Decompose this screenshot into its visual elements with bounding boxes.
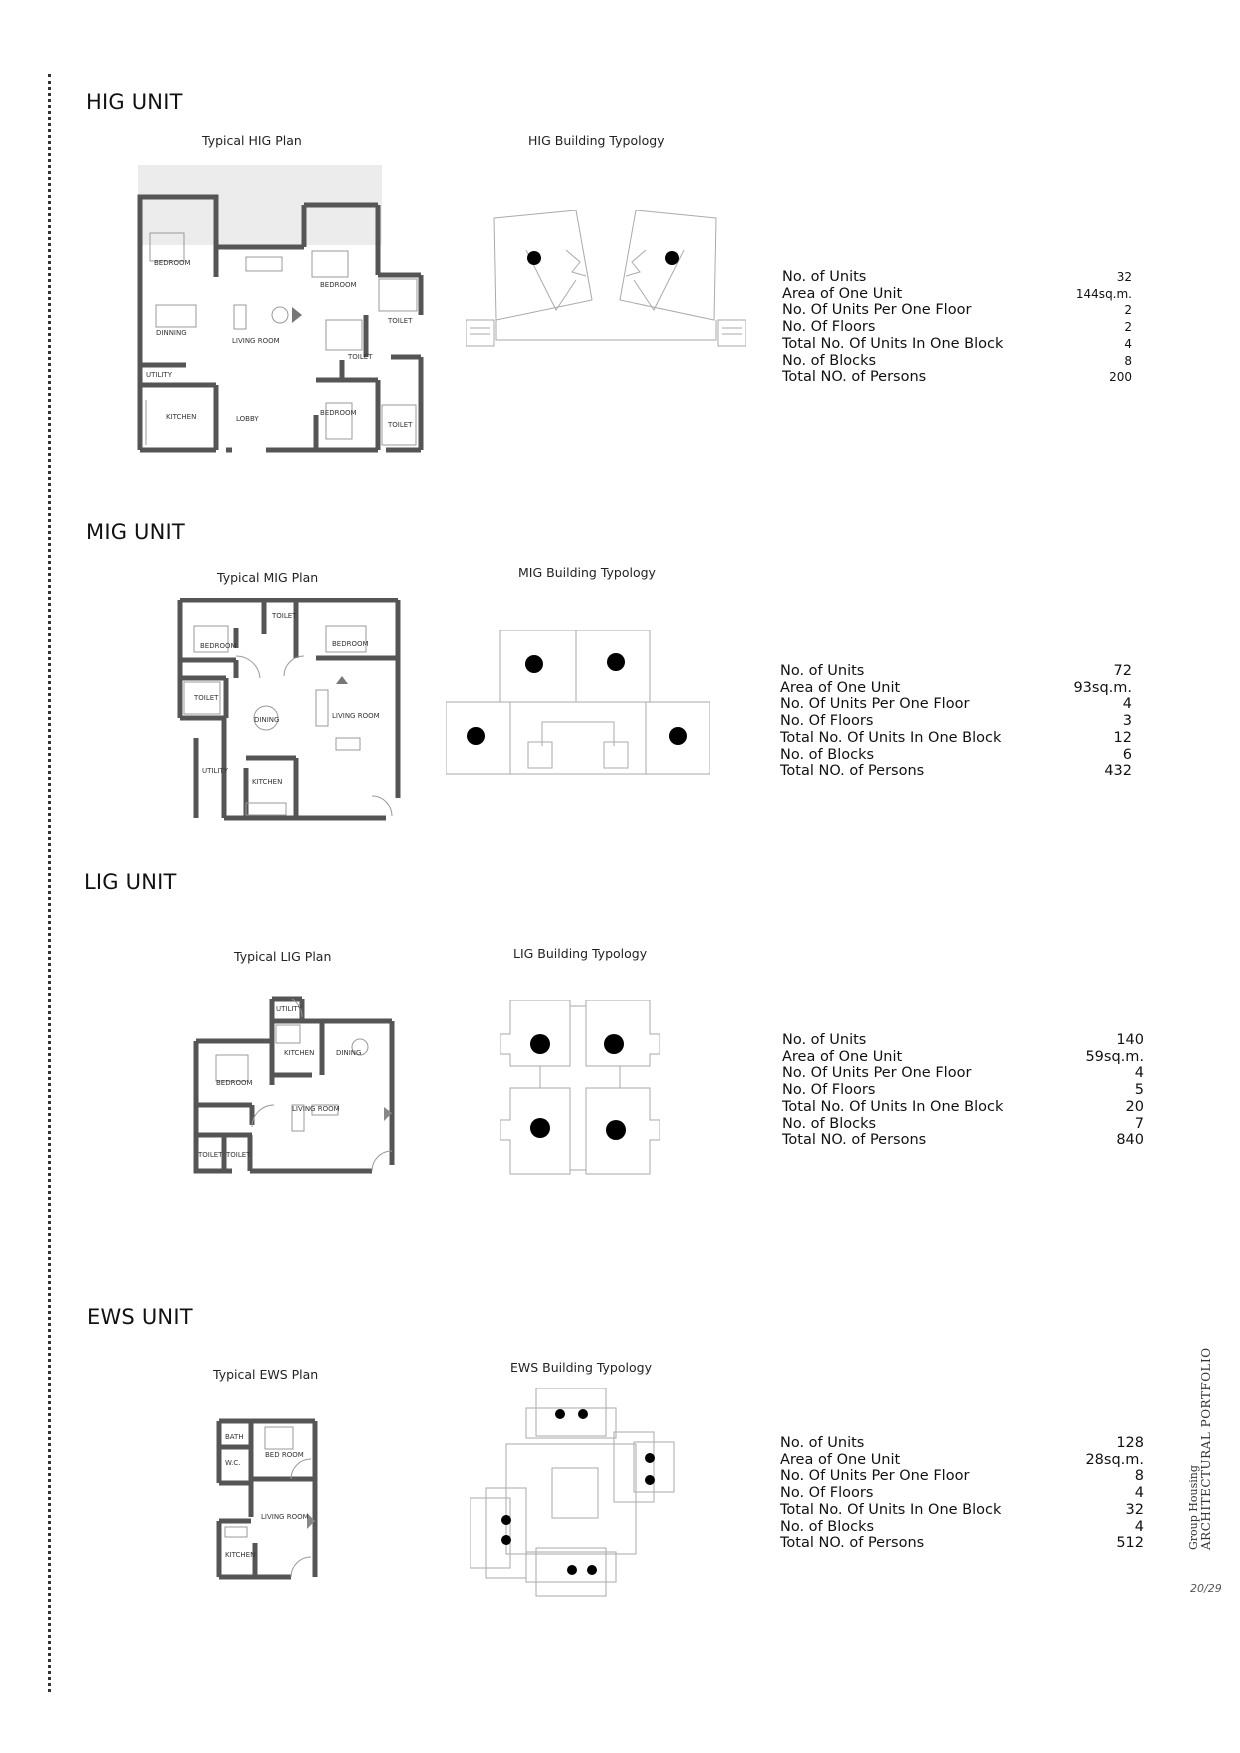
stat-row	[782, 1116, 1144, 1133]
room-label: LIVING ROOM	[332, 712, 380, 720]
room-label: TOILET	[194, 694, 219, 702]
room-label: TOILET	[388, 421, 413, 429]
stat-label: No. Of Floors	[782, 319, 876, 336]
room-label: W.C.	[225, 1459, 241, 1467]
room-label: BEDROOM	[332, 640, 369, 648]
stat-label: Total NO. of Persons	[782, 369, 927, 386]
stat-label: Area of One Unit	[780, 679, 901, 696]
stat-row	[780, 1435, 1144, 1452]
room-label: DINING	[254, 716, 280, 724]
stat-value: 6	[1122, 746, 1132, 763]
lig-floor-plan	[192, 995, 398, 1175]
brand-line-2: ARCHITECTURAL PORTFOLIO	[1199, 1347, 1213, 1550]
section-title: HIG UNIT	[86, 90, 183, 114]
stat-label: No. of Blocks	[780, 1518, 875, 1535]
stat-label: No. of Units	[780, 1435, 865, 1451]
stat-label: Total No. Of Units In One Block	[780, 1501, 1002, 1518]
stat-label: No. of Units	[780, 663, 865, 679]
room-label: UTILITY	[202, 767, 228, 775]
stat-row	[782, 369, 1132, 386]
stat-label: No. of Blocks	[780, 746, 875, 763]
room-label: BEDROOM	[320, 409, 357, 417]
stat-value: 7	[1134, 1115, 1144, 1132]
stat-label: No. Of Floors	[782, 1082, 876, 1099]
room-label: UTILITY	[276, 1005, 302, 1013]
stat-label: No. of Units	[782, 1032, 867, 1048]
stat-row	[780, 1535, 1144, 1552]
room-label: BED ROOM	[265, 1451, 304, 1459]
mig-building-typology	[446, 630, 710, 780]
room-label: KITCHEN	[284, 1049, 315, 1057]
stat-value: 20	[1125, 1098, 1144, 1115]
stat-row	[780, 1502, 1144, 1519]
typology-caption: EWS Building Typology	[510, 1360, 652, 1375]
stat-value: 2	[1124, 320, 1132, 335]
stat-value: 840	[1116, 1132, 1144, 1149]
room-label: TOILET	[272, 612, 297, 620]
stat-label: No. Of Units Per One Floor	[780, 696, 970, 713]
typology-caption: MIG Building Typology	[518, 565, 656, 580]
brand-line-1: Group Housing	[1187, 1465, 1200, 1550]
stat-value: 8	[1134, 1468, 1144, 1485]
stat-label: No. of Blocks	[782, 352, 877, 369]
stat-row	[780, 747, 1132, 764]
stat-label: Total NO. of Persons	[782, 1132, 927, 1149]
stat-label: Area of One Unit	[782, 285, 903, 302]
stat-value: 2	[1124, 303, 1132, 318]
room-label: LOBBY	[236, 415, 259, 423]
stat-value: 3	[1122, 713, 1132, 730]
plan-caption: Typical MIG Plan	[217, 570, 319, 585]
plan-caption: Typical EWS Plan	[213, 1367, 319, 1382]
stat-row	[782, 319, 1132, 336]
room-label: TOILET	[348, 353, 373, 361]
stat-label: No. of Blocks	[782, 1115, 877, 1132]
stat-label: Total NO. of Persons	[780, 1535, 925, 1552]
room-label: LIVING ROOM	[261, 1513, 309, 1521]
room-label: BEDROOM	[216, 1079, 253, 1087]
section-title: MIG UNIT	[86, 520, 185, 544]
lig-building-typology	[500, 1000, 660, 1176]
room-label: UTILITY	[146, 371, 172, 379]
stat-row	[780, 680, 1132, 697]
section-title: EWS UNIT	[87, 1305, 193, 1329]
mig-stats-table	[780, 663, 1132, 780]
stat-row	[782, 1032, 1144, 1049]
plan-caption: Typical HIG Plan	[202, 133, 302, 148]
stat-row	[782, 1082, 1144, 1099]
stat-value: 140	[1116, 1032, 1144, 1048]
stat-label: Area of One Unit	[782, 1048, 903, 1065]
mig-floor-plan	[176, 598, 402, 824]
stat-row	[780, 1485, 1144, 1502]
stat-row	[780, 696, 1132, 713]
room-label: TOILET	[226, 1151, 251, 1159]
ews-floor-plan	[215, 1417, 321, 1583]
stat-label: Total No. Of Units In One Block	[782, 335, 1004, 352]
stat-value: 4	[1134, 1518, 1144, 1535]
stat-value: 32	[1116, 270, 1132, 284]
stat-value: 144sq.m.	[1075, 286, 1132, 301]
room-label: BEDROOM	[320, 281, 357, 289]
stat-label: No. of Units	[782, 269, 867, 285]
room-label: BEDROOM	[200, 642, 237, 650]
stat-value: 128	[1116, 1435, 1144, 1451]
stat-value: 32	[1125, 1501, 1144, 1518]
stat-row	[782, 286, 1132, 303]
stat-value: 4	[1134, 1065, 1144, 1082]
stat-value: 512	[1116, 1535, 1144, 1552]
section-title: LIG UNIT	[84, 870, 177, 894]
stat-value: 28sq.m.	[1085, 1451, 1144, 1468]
stat-label: Area of One Unit	[780, 1451, 901, 1468]
stat-row	[782, 302, 1132, 319]
stat-row	[782, 1132, 1144, 1149]
stat-value: 432	[1104, 763, 1132, 780]
stat-value: 59sq.m.	[1085, 1048, 1144, 1065]
stat-value: 4	[1122, 696, 1132, 713]
room-label: LIVING ROOM	[232, 337, 280, 345]
stat-label: No. Of Floors	[780, 1485, 874, 1502]
stat-row	[782, 336, 1132, 353]
room-label: LIVING ROOM	[292, 1105, 340, 1113]
room-label: TOILET	[388, 317, 413, 325]
typology-caption: LIG Building Typology	[513, 946, 648, 961]
stat-row	[780, 730, 1132, 747]
stat-row	[782, 269, 1132, 286]
stat-row	[782, 1099, 1144, 1116]
stat-value: 4	[1134, 1485, 1144, 1502]
stat-label: No. Of Units Per One Floor	[780, 1468, 970, 1485]
page-number: 20/29	[1190, 1582, 1222, 1595]
stat-value: 12	[1113, 729, 1132, 746]
stat-row	[782, 1065, 1144, 1082]
room-label: DINNING	[156, 329, 187, 337]
stat-value: 4	[1124, 336, 1132, 351]
stat-row	[782, 353, 1132, 370]
room-label: DINING	[336, 1049, 362, 1057]
hig-building-typology	[466, 210, 746, 350]
plan-caption: Typical LIG Plan	[234, 949, 332, 964]
page-margin-dotted-line	[48, 74, 51, 1692]
room-label: KITCHEN	[225, 1551, 256, 1559]
room-label: KITCHEN	[166, 413, 197, 421]
stat-value: 93sq.m.	[1073, 679, 1132, 696]
stat-value: 200	[1109, 370, 1132, 385]
stat-row	[780, 663, 1132, 680]
lig-stats-table	[782, 1032, 1144, 1149]
ews-stats-table	[780, 1435, 1144, 1552]
stat-label: No. Of Floors	[780, 713, 874, 730]
stat-label: No. Of Units Per One Floor	[782, 1065, 972, 1082]
stat-label: Total NO. of Persons	[780, 763, 925, 780]
room-label: BATH	[225, 1433, 244, 1441]
stat-label: No. Of Units Per One Floor	[782, 302, 972, 319]
stat-row	[780, 763, 1132, 780]
stat-row	[780, 1452, 1144, 1469]
portfolio-brand	[1182, 1347, 1213, 1550]
typology-caption: HIG Building Typology	[528, 133, 665, 148]
stat-row	[782, 1049, 1144, 1066]
stat-value: 5	[1134, 1082, 1144, 1099]
room-label: TOILET	[198, 1151, 223, 1159]
stat-value: 8	[1124, 353, 1132, 368]
stat-value: 72	[1113, 663, 1132, 679]
stat-label: Total No. Of Units In One Block	[780, 729, 1002, 746]
stat-row	[780, 713, 1132, 730]
stat-label: Total No. Of Units In One Block	[782, 1098, 1004, 1115]
ews-building-typology	[470, 1388, 682, 1600]
room-label: BEDROOM	[154, 259, 191, 267]
stat-row	[780, 1468, 1144, 1485]
hig-stats-table	[782, 269, 1132, 386]
hig-floor-plan	[136, 165, 426, 465]
room-label: KITCHEN	[252, 778, 283, 786]
stat-row	[780, 1519, 1144, 1536]
